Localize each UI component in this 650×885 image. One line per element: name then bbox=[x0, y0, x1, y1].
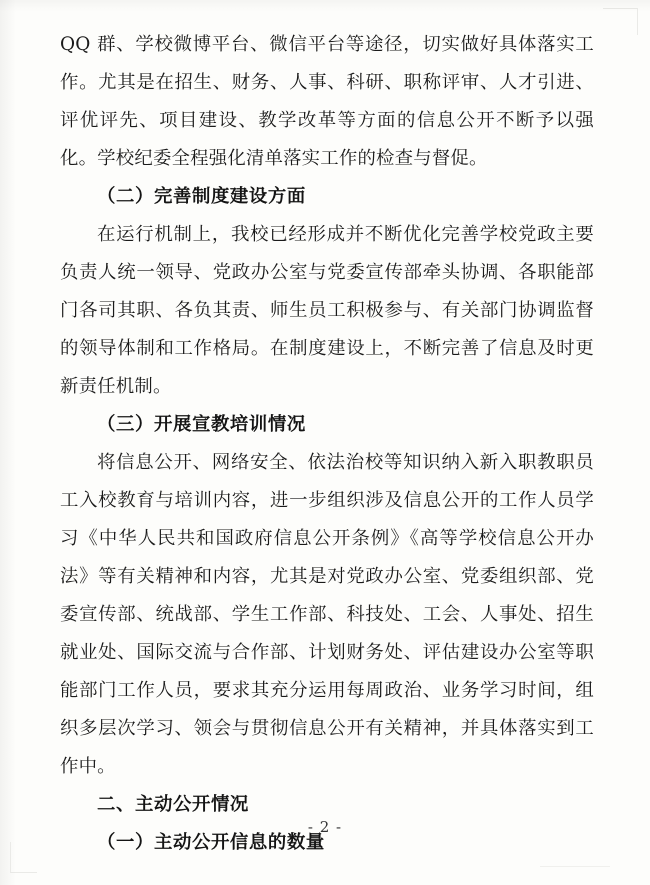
heading-section-2: 二、主动公开情况 bbox=[97, 794, 249, 815]
heading-section-2-3: （三）开展宣教培训情况 bbox=[97, 414, 306, 435]
page-number: - 2 - bbox=[307, 818, 343, 836]
heading-section-2-1: （一）主动公开信息的数量 bbox=[97, 832, 325, 853]
heading-section-2-2: （二）完善制度建设方面 bbox=[97, 186, 306, 207]
paragraph-training: 将信息公开、网络安全、依法治校等知识纳入新入职教职员工入校教育与培训内容，进一步组织涉及信息公开的工作人员学习《中华人民共和国政府信息公开条例》《高等学校信息公开办法》等有关精神和内容，尤其是对党政办公室、党委组织部、党委宣传部、统战部、学生工作部、科技处、工会、人事处、招生就业处、国际交流与合作部、计划财务处、评估建设办公室等职能部门工作人员，要求其充分运用每周政治、业务学习时间，组织多层次学习、领会与贯彻信息公开有关精神，并具体落实到工作中。 bbox=[60, 452, 594, 777]
scan-edge-shadow-left bbox=[0, 0, 16, 885]
paragraph-system-construction: 在运行机制上，我校已经形成并不断优化完善学校党政主要负责人统一领导、党政办公室与党委宣传部牵头协调、各职能部门各司其职、各负其责、师生员工积极参与、有关部门协调监督的领导体制和工作格局。在制度建设上，不断完善了信息及时更新责任机制。 bbox=[60, 224, 594, 397]
scan-artifact-top-right bbox=[603, 8, 638, 35]
scan-edge-shadow-top bbox=[0, 0, 650, 12]
page-content bbox=[60, 26, 594, 862]
scan-artifact-bottom-left bbox=[10, 842, 37, 873]
paragraph-continuation: QQ 群、学校微博平台、微信平台等途径，切实做好具体落实工作。尤其是在招生、财务、人事、科研、职称评审、人才引进、评优评先、项目建设、教学改革等方面的信息公开不断予以强化。学校纪委全程强化清单落实工作的检查与督促。 bbox=[60, 34, 594, 169]
